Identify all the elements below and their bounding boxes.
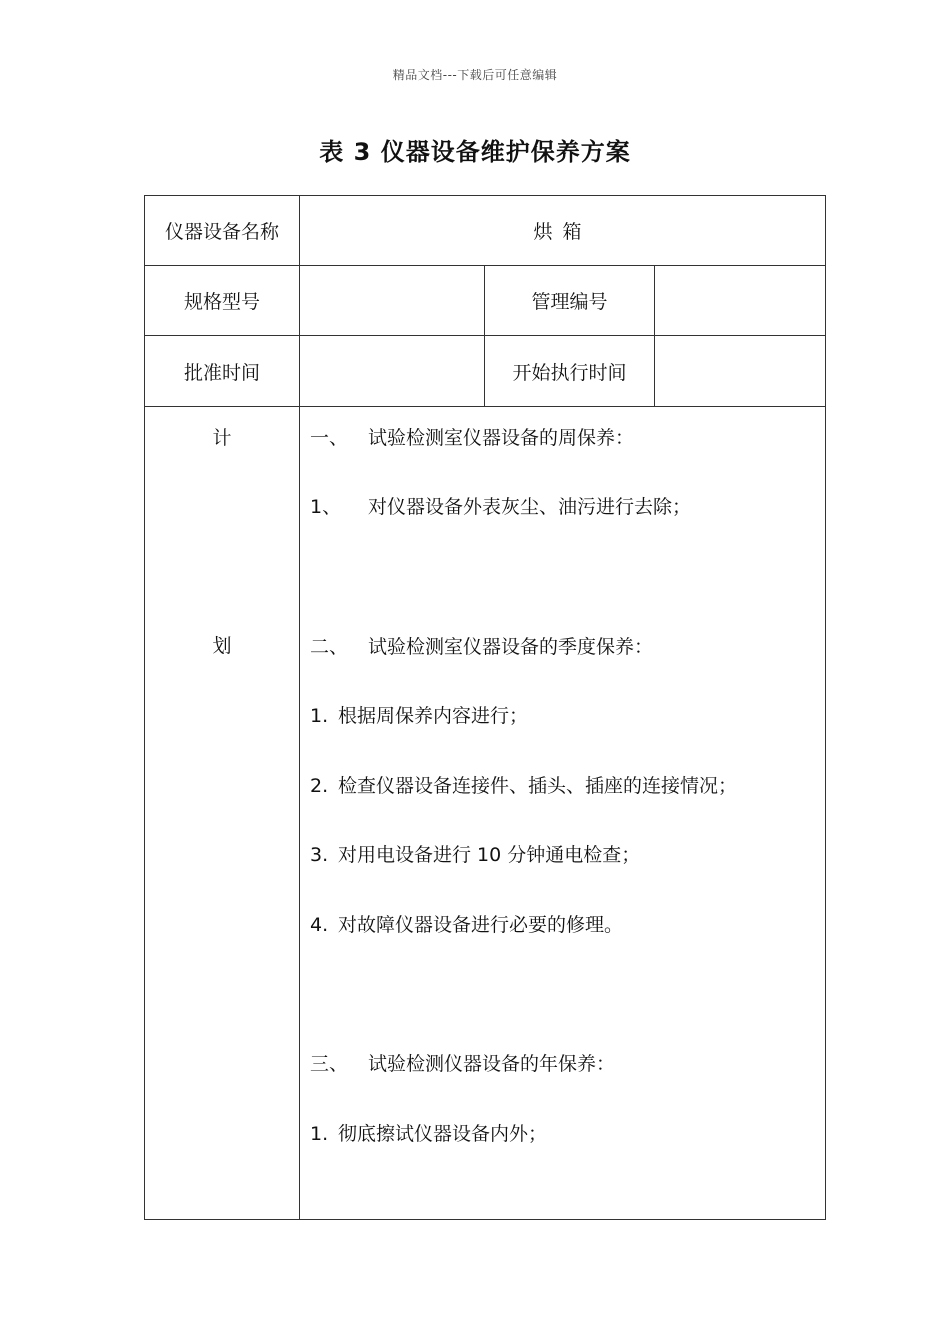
start-time-value bbox=[655, 336, 826, 407]
plan-label-char-2: 划 bbox=[212, 635, 232, 657]
section-3-title: 试验检测仪器设备的年保养： bbox=[368, 1053, 616, 1075]
item-number: 1. bbox=[310, 1123, 329, 1145]
section-2-title: 试验检测室仪器设备的季度保养： bbox=[368, 636, 654, 658]
equipment-name-label: 仪器设备名称 bbox=[145, 196, 300, 266]
section-3-heading bbox=[310, 1049, 615, 1076]
section-2-heading bbox=[310, 632, 653, 659]
list-item bbox=[310, 1119, 547, 1146]
item-number: 1、 bbox=[310, 496, 342, 518]
plan-label-cell bbox=[145, 407, 300, 1220]
table-row bbox=[145, 196, 826, 266]
document-title: 表 3 仪器设备维护保养方案 bbox=[319, 138, 631, 166]
section-1-number: 一、 bbox=[310, 427, 349, 449]
table-row bbox=[145, 336, 826, 407]
model-label: 规格型号 bbox=[145, 266, 300, 336]
list-item bbox=[310, 771, 737, 798]
item-number: 3. bbox=[310, 844, 329, 866]
plan-content bbox=[300, 407, 826, 1220]
item-text: 根据周保养内容进行； bbox=[338, 705, 529, 727]
page-header: 精品文档---下载后可任意编辑 bbox=[392, 68, 558, 82]
table-row bbox=[145, 266, 826, 336]
section-1-title: 试验检测室仪器设备的周保养： bbox=[368, 427, 635, 449]
list-item bbox=[310, 492, 691, 519]
item-text: 对用电设备进行 10 分钟通电检查； bbox=[338, 844, 641, 866]
item-text: 彻底擦试仪器设备内外； bbox=[338, 1123, 548, 1145]
item-text: 对故障仪器设备进行必要的修理。 bbox=[338, 914, 624, 936]
item-number: 2. bbox=[310, 775, 329, 797]
model-value bbox=[300, 266, 485, 336]
item-text: 对仪器设备外表灰尘、油污进行去除； bbox=[368, 496, 692, 518]
approval-time-value bbox=[300, 336, 485, 407]
item-number: 4. bbox=[310, 914, 329, 936]
section-1-heading bbox=[310, 423, 634, 450]
item-text: 检查仪器设备连接件、插头、插座的连接情况； bbox=[338, 775, 738, 797]
maintenance-table bbox=[144, 195, 826, 1220]
start-time-label: 开始执行时间 bbox=[485, 336, 655, 407]
plan-label-char-1: 计 bbox=[212, 427, 232, 449]
approval-time-label: 批准时间 bbox=[145, 336, 300, 407]
table-row bbox=[145, 407, 826, 1220]
list-item bbox=[310, 910, 623, 937]
list-item bbox=[310, 701, 528, 728]
management-number-label: 管理编号 bbox=[485, 266, 655, 336]
equipment-name-value: 烘箱 bbox=[300, 196, 826, 266]
list-item bbox=[310, 840, 640, 867]
section-3-number: 三、 bbox=[310, 1053, 349, 1075]
item-number: 1. bbox=[310, 705, 329, 727]
management-number-value bbox=[655, 266, 826, 336]
section-2-number: 二、 bbox=[310, 636, 349, 658]
